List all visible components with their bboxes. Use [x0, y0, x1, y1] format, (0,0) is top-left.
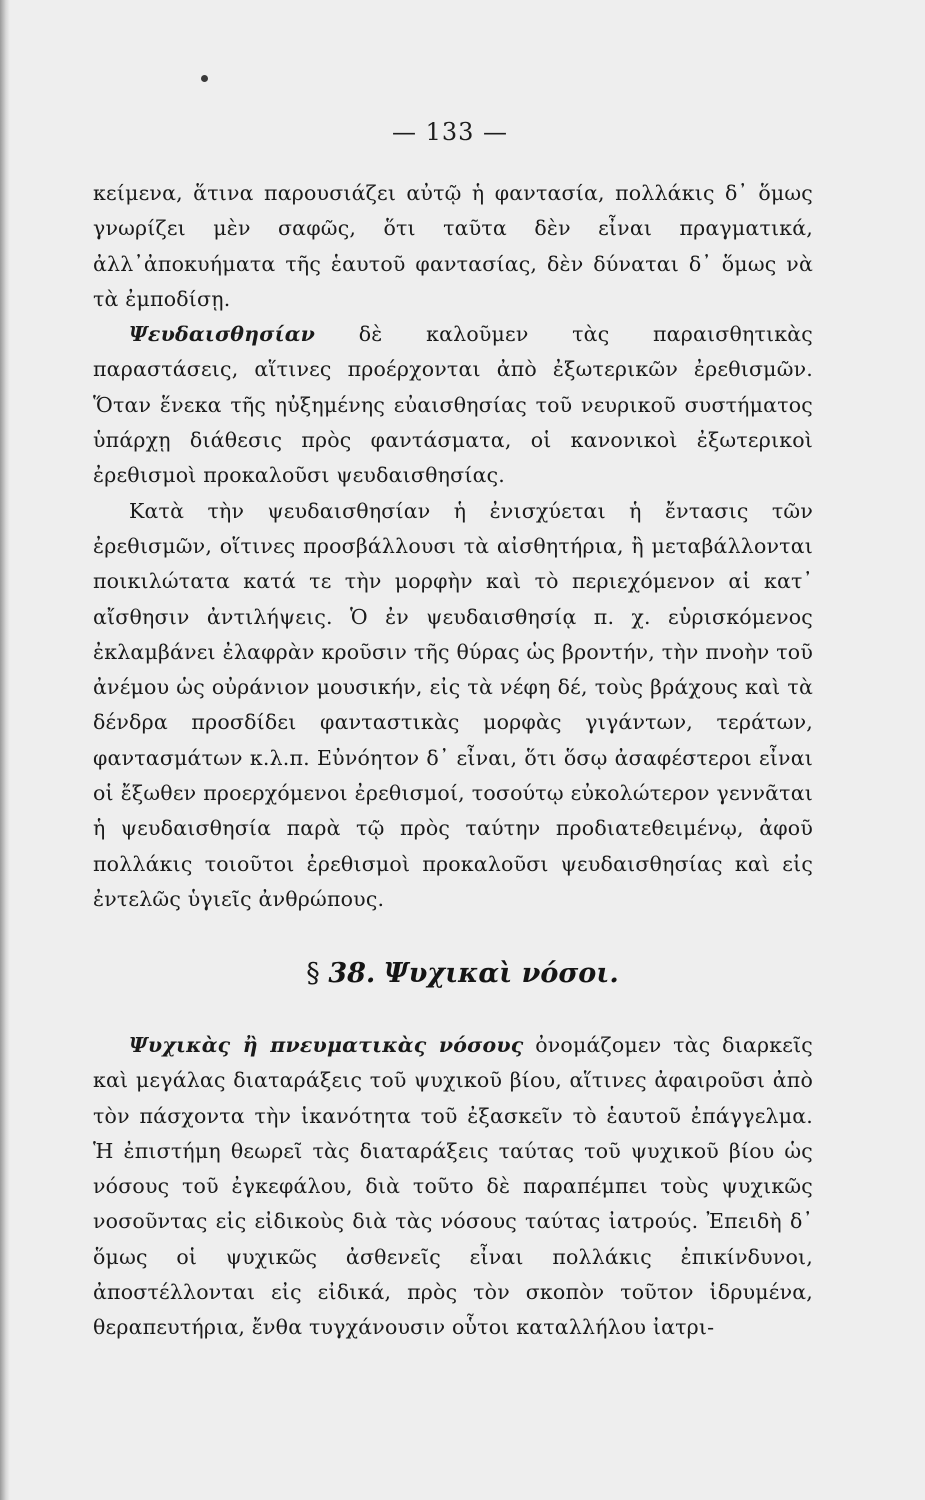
- paragraph-pseudoesthesia: [93, 317, 813, 493]
- paragraph-continuation: κείμενα, ἅτινα παρουσιάζει αὐτῷ ἡ φαντασία, πολλάκις δ᾽ ὅμως γνωρίζει μὲν σαφῶς, ὅτι ταῦτα δὲν εἶναι πραγματικά, ἀλλ᾽ἀποκυήματα τῆς ἑαυτοῦ φαντασίας, δὲν δύναται δ᾽ ὅμως νὰ τὰ ἐμποδίσῃ.: [93, 181, 813, 311]
- term-mental-illness: Ψυχικὰς ἢ πνευματικὰς νόσους: [129, 1033, 524, 1057]
- paragraph-mental-illness: [93, 1028, 813, 1346]
- section-mark: §: [306, 958, 320, 989]
- page-binding-edge: [0, 0, 10, 1500]
- section-37-body: [93, 176, 813, 917]
- term-pseudoesthesia: Ψευδαισθησίαν: [129, 322, 316, 347]
- page-number: — 133 —: [391, 118, 509, 146]
- section-heading: [0, 958, 925, 989]
- paragraph-mental-illness-text: ὀνομάζομεν τὰς διαρκεῖς καὶ μεγάλας διαταράξεις τοῦ ψυχικοῦ βίου, αἵτινες ἀφαιροῦσι ἀπὸ τὸν πάσχοντα τὴν ἱκανότητα τοῦ ἐξασκεῖν τὸ ἑαυτοῦ ἐπάγγελμα. Ἡ ἐπιστήμη θεωρεῖ τὰς διαταράξεις ταύτας τοῦ ψυχικοῦ βίου ὡς νόσους τοῦ ἐγκεφάλου, διὰ τοῦτο δὲ παραπέμπει τοὺς ψυχικῶς νοσοῦντας εἰς εἰδικοὺς διὰ τὰς νόσους ταύτας ἰατρούς. Ἐπειδὴ δ᾽ ὅμως οἱ ψυχικῶς ἀσθενεῖς εἶναι πολλάκις ἐπικίνδυνοι, ἀποστέλλονται εἰς εἰδικά, πρὸς τὸν σκοπὸν τοῦτον ἱδρυμένα, θεραπευτήρια, ἔνθα τυγχάνουσιν οὗτοι καταλλήλου ἰατρι-: [93, 1033, 813, 1340]
- ink-speck: [201, 75, 208, 82]
- section-38-body: [93, 1028, 813, 1346]
- paragraph-pseudoesthesia-text: δὲ καλοῦμεν τὰς παραισθητικὰς παραστάσεις, αἵτινες προέρχονται ἀπὸ ἐξωτερικῶν ἐρεθισμῶν. Ὅταν ἕνεκα τῆς ηὐξημένης εὐαισθησίας τοῦ νευρικοῦ συστήματος ὑπάρχῃ διάθεσις πρὸς φαντάσματα, οἱ κανονικοὶ ἐξωτερικοὶ ἐρεθισμοὶ προκαλοῦσι ψευδαισθησίας.: [93, 322, 813, 488]
- section-number: 38.: [328, 958, 376, 989]
- section-title: Ψυχικαὶ νόσοι.: [383, 958, 619, 989]
- paragraph-examples: Κατὰ τὴν ψευδαισθησίαν ἡ ἐνισχύεται ἡ ἔντασις τῶν ἐρεθισμῶν, οἵτινες προσβάλλουσι τὰ αἰσθητήρια, ἢ μεταβάλλονται ποικιλώτατα κατά τε τὴν μορφὴν καὶ τὸ περιεχόμενον αἱ κατ᾽ αἴσθησιν ἀντιλήψεις. Ὁ ἐν ψευδαισθησίᾳ π. χ. εὑρισκόμενος ἐκλαμβάνει ἐλαφρὰν κροῦσιν τῆς θύρας ὡς βροντήν, τὴν πνοὴν τοῦ ἀνέμου ὡς οὐράνιον μουσικήν, εἰς τὰ νέφη δέ, τοὺς βράχους καὶ τὰ δένδρα προσδίδει φανταστικὰς μορφὰς γιγάντων, τεράτων, φαντασμάτων κ.λ.π. Εὐνόητον δ᾽ εἶναι, ὅτι ὅσῳ ἀσαφέστεροι εἶναι οἱ ἔξωθεν προερχόμενοι ἐρεθισμοί, τοσούτῳ εὐκολώτερον γεννᾶται ἡ ψευδαισθησία παρὰ τῷ πρὸς ταύτην προδιατεθειμένῳ, ἀφοῦ πολλάκις τοιοῦτοι ἐρεθισμοὶ προκαλοῦσι ψευδαισθησίας καὶ εἰς ἐντελῶς ὑγιεῖς ἀνθρώπους.: [93, 498, 813, 911]
